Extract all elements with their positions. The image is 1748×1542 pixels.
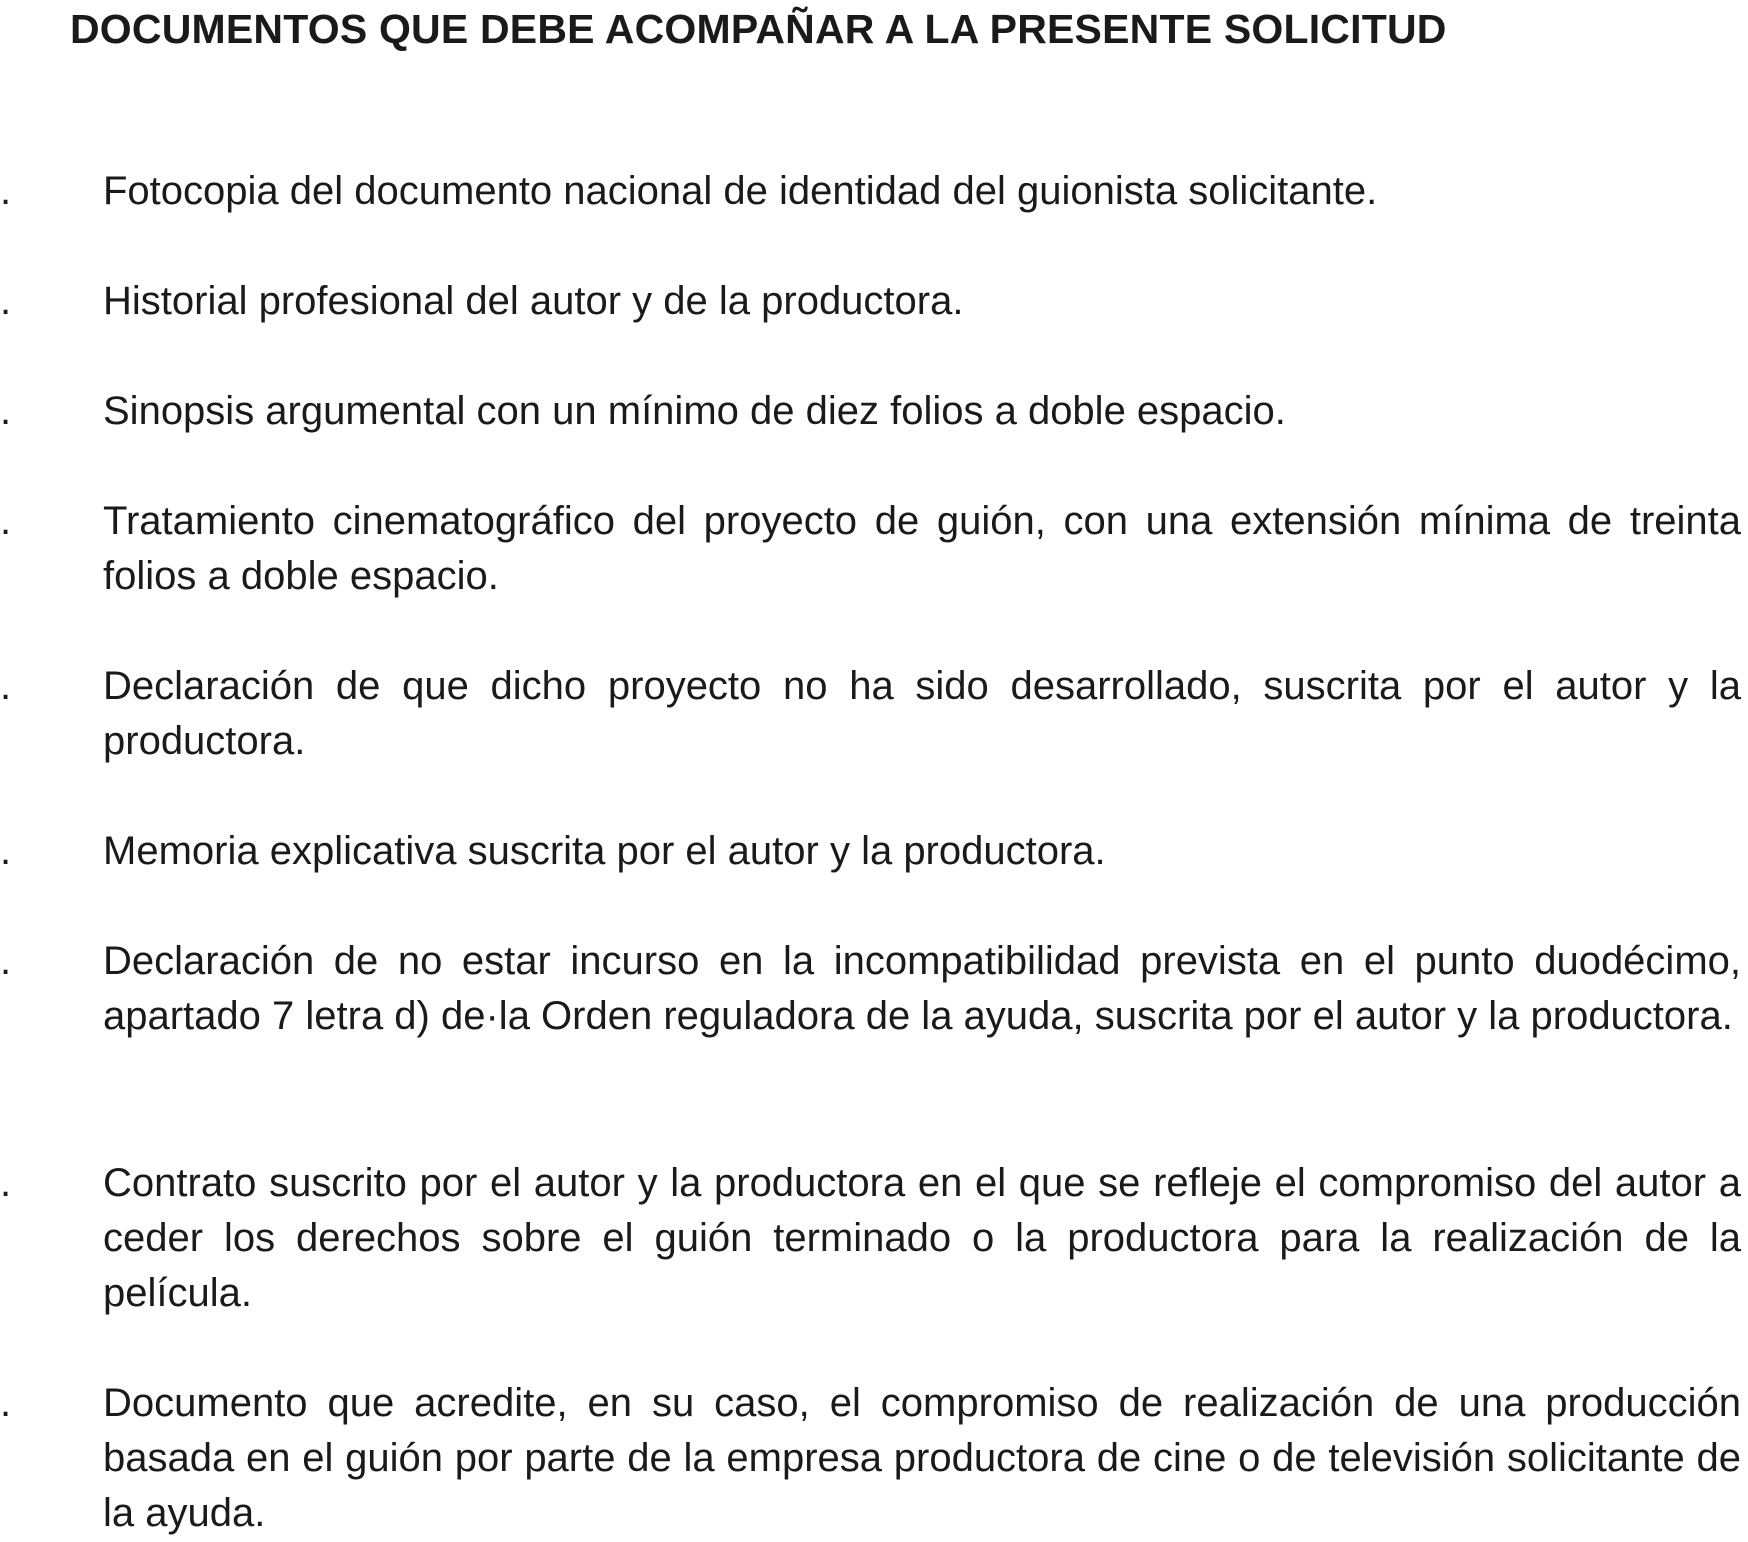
bullet-marker: . [0, 1381, 12, 1425]
bullet-marker: . [0, 499, 12, 543]
list-item-text: Declaración de no estar incurso en la incompatibilidad prevista en el punto duodécimo, apartado 7 letra d) de·la Orden reguladora de la ayuda, suscrita por el autor y la productora. [103, 939, 1741, 1038]
list-item-text: Contrato suscrito por el autor y la productora en el que se refleje el compromiso del autor a ceder los derechos sobre el guión terminado o la productora para la realización de la película. [103, 1161, 1741, 1315]
list-item-text: Tratamiento cinematográfico del proyecto de guión, con una extensión mínima de treinta folios a doble espacio. [103, 499, 1741, 598]
bullet-marker: . [0, 279, 12, 323]
bullet-marker: . [0, 169, 12, 213]
list-item-text: Historial profesional del autor y de la productora. [103, 279, 964, 323]
bullet-marker: . [0, 939, 12, 983]
list-item-text: Sinopsis argumental con un mínimo de diez folios a doble espacio. [103, 389, 1286, 433]
list-item-text: Declaración de que dicho proyecto no ha sido desarrollado, suscrita por el autor y la productora. [103, 664, 1741, 763]
list-item-text: Documento que acredite, en su caso, el compromiso de realización de una producción basada en el guión por parte de la empresa productora de cine o de televisión solicitante de la ayuda. [103, 1381, 1741, 1535]
list-item-text: Fotocopia del documento nacional de identidad del guionista solicitante. [103, 169, 1378, 213]
bullet-marker: . [0, 829, 12, 873]
list-item-text: Memoria explicativa suscrita por el autor y la productora. [103, 829, 1106, 873]
bullet-marker: . [0, 664, 12, 708]
bullet-marker: . [0, 389, 12, 433]
bullet-marker: . [0, 1161, 12, 1205]
document-title: DOCUMENTOS QUE DEBE ACOMPAÑAR A LA PRESENTE SOLICITUD [70, 6, 1447, 52]
